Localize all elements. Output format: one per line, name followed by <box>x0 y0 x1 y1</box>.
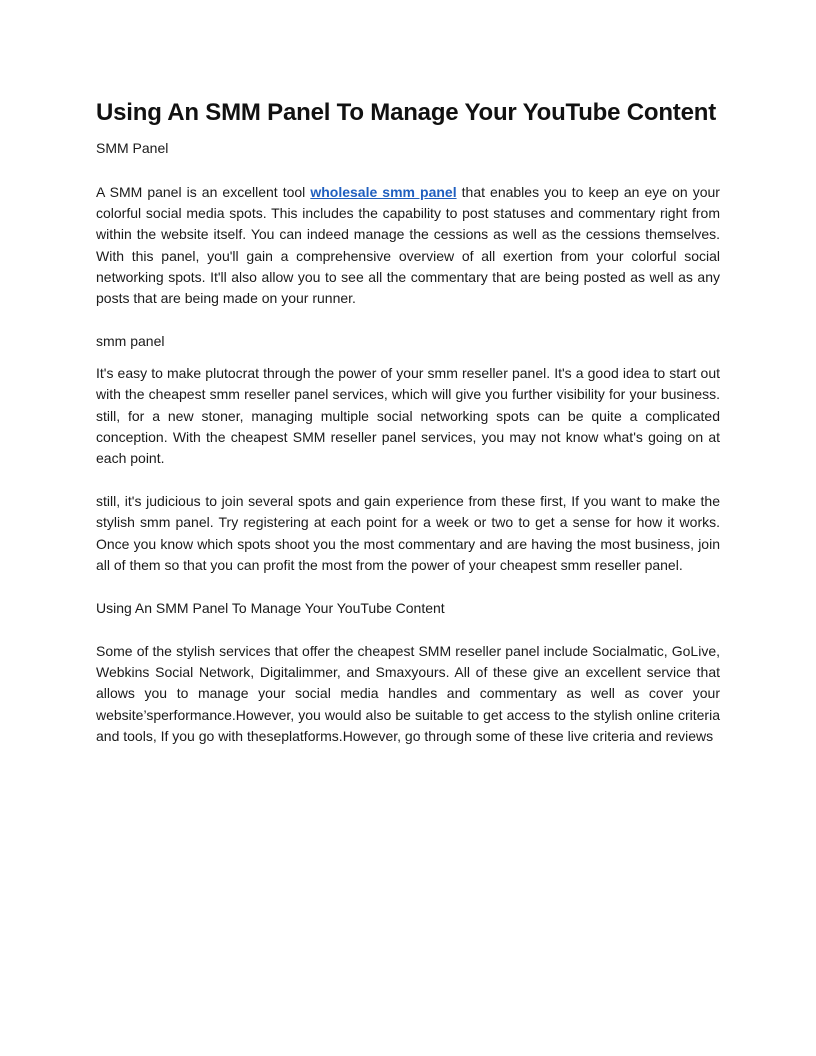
services-paragraph: Some of the stylish services that offer the cheapest SMM reseller panel include Socialmatic, GoLive, Webkins Social Network, Digitalimmer, and Smaxyours. All of these give an excellent service that allows you to manage your social media handles and commentary as well as cover your website’sperformance.However, you would also be suitable to get access to the stylish online criteria and tools, If you go with theseplatforms.However, go through some of these live criteria and reviews <box>96 643 720 744</box>
section-heading-smm-panel: SMM Panel <box>96 140 169 156</box>
intro-paragraph <box>96 182 720 309</box>
section-heading-youtube: Using An SMM Panel To Manage Your YouTube Content <box>96 600 445 617</box>
intro-text-after-link: that enables you to keep an eye on your colorful social media spots. This includes the capability to post statuses and commentary right from within the website itself. You can indeed manage the cessions as well as the cessions themselves. With this panel, you'll gain a comprehensive overview of all exertion from your colorful social networking spots. It'll also allow you to see all the commentary that are being posted as well as any posts that are being made on your runner. <box>96 184 720 307</box>
section-heading-smm-panel-lower: smm panel <box>96 333 165 350</box>
advice-paragraph: still, it's judicious to join several spots and gain experience from these first, If you want to make the stylish smm panel. Try registering at each point for a week or two to get a sense for how it works. Once you know which spots shoot you the most commentary and are having the most business, join all of them so that you can profit the most from the power of your cheapest smm reseller panel. <box>96 493 720 573</box>
reseller-paragraph: It's easy to make plutocrat through the power of your smm reseller panel. It's a good idea to start out with the cheapest smm reseller panel services, which will give you further visibility for your business. still, for a new stoner, managing multiple social networking spots can be quite a complicated conception. With the cheapest SMM reseller panel services, you may not know what's going on at each point. <box>96 365 720 467</box>
wholesale-smm-panel-link[interactable]: wholesale smm panel <box>310 184 457 200</box>
page-title: Using An SMM Panel To Manage Your YouTube Content <box>96 99 716 126</box>
intro-text-before-link: A SMM panel is an excellent tool <box>96 184 311 200</box>
document-page <box>96 96 720 747</box>
